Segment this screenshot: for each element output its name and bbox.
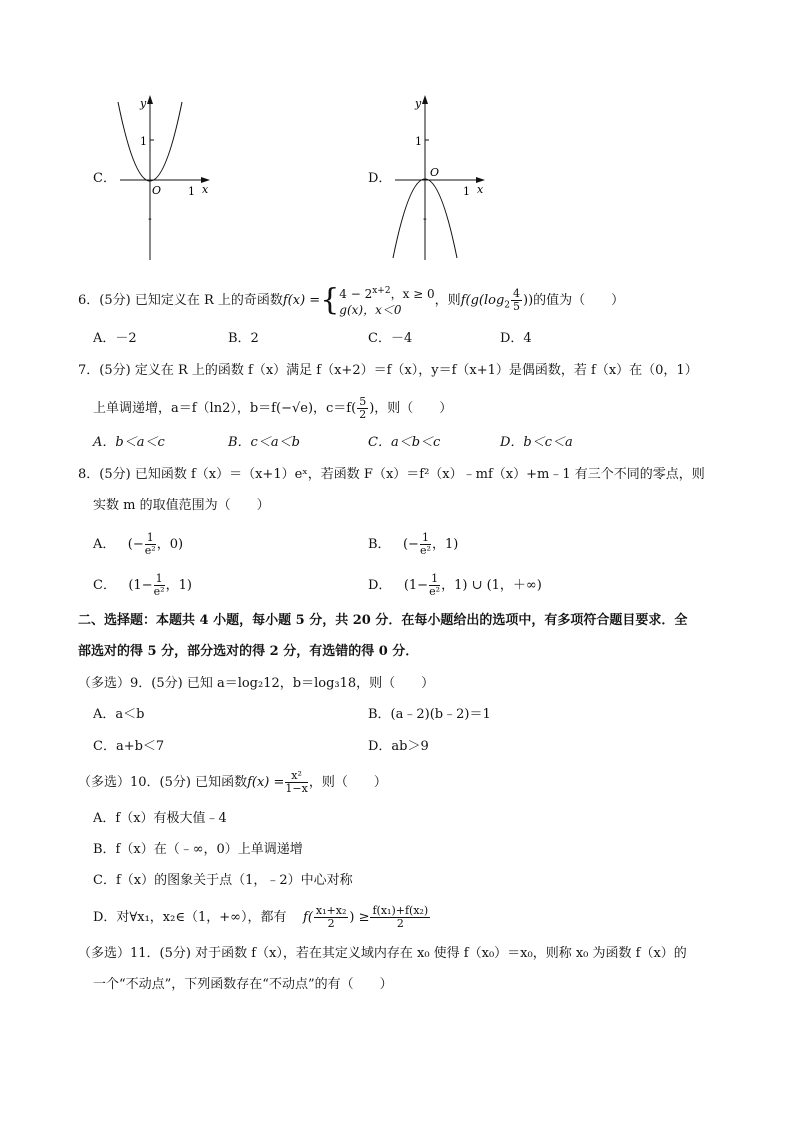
q6-case2: g(x)，x＜0 (339, 303, 402, 317)
q8-line2: 实数 m 的取值范围为（ ） (93, 498, 270, 513)
q9-option-a: A．a＜b (93, 707, 145, 722)
q7-option-c: C．a＜b＜c (368, 435, 441, 450)
c-x-label: x (202, 183, 209, 196)
q6-fx: f(x) = (282, 293, 321, 308)
section2-line2: 部选对的得 5 分，部分选对的得 2 分，有选错的得 0 分． (78, 644, 419, 659)
q6-expr-a: f(g(log (460, 293, 505, 308)
q6-stem (78, 283, 624, 318)
q6-option-b: B．2 (228, 331, 259, 346)
q6-cases (339, 283, 434, 318)
c-y-arrow (147, 95, 153, 104)
q6-expr-sub: 2 (504, 300, 511, 311)
q7-frac: $\frac{5}{2}$ (359, 395, 367, 421)
q7-line1: 7．(5分) 定义在 R 上的函数 f（x）满足 f（x+2）＝f（x），y＝f（x+1）是偶函数，若 f（x）在（0，1） (78, 363, 698, 378)
q10-option-b: B．f（x）在（﹣∞，0）上单调递增 (93, 842, 303, 857)
c-one-x: 1 (188, 185, 195, 198)
figure-c-label: C． (93, 171, 116, 186)
q6-stem-a: 6．(5分) 已知定义在 R 上的奇函数 (78, 293, 283, 308)
q10-option-d: D．对∀x₁，x₂∈（1，+∞），都有 f( $\frac{\text{x₁+x₂}}{2}$ ) ≥ $\frac{\text{f(x₁)+f(x₂)}}{2}$ (93, 904, 429, 930)
q9-option-b: B．(a﹣2)(b﹣2)＝1 (368, 707, 491, 722)
figure-c-graph (100, 90, 230, 265)
q9-option-d: D．ab＞9 (368, 739, 429, 754)
q6-brace: { (320, 282, 340, 318)
q6-expr-b: ))的值为（ ） (523, 293, 625, 308)
q7-option-a: A．b＜a＜c (93, 435, 165, 450)
d-y-arrow (422, 95, 428, 104)
d-y-label: y (415, 97, 422, 110)
q7-option-b: B．c＜a＜b (228, 435, 300, 450)
d-x-label: x (477, 183, 484, 196)
c-origin: O (152, 184, 162, 197)
q6-case1: $4 - 2^{x+2}$，x ≥ 0 (339, 286, 435, 301)
section2-line1: 二、选择题：本题共 4 小题，每小题 5 分，共 20 分．在每小题给出的选项中，有多项符合题目要求．全 (78, 613, 688, 628)
d-one-y: 1 (415, 135, 422, 148)
figure-d-graph (375, 90, 505, 265)
q10-stem: （多选）10．(5分) 已知函数f(x) = $\frac{\text{x²}}{1-x}$ ，则（ ） (78, 769, 387, 795)
q10-option-c: C．f（x）的图象关于点（1，﹣2）中心对称 (93, 873, 353, 888)
q7-line2 (93, 396, 452, 421)
c-minus: - (148, 212, 152, 225)
q11-line1: （多选）11．(5分) 对于函数 f（x），若在其定义域内存在 x₀ 使得 f（x₀）＝x₀，则称 x₀ 为函数 f（x）的 (78, 946, 687, 961)
q10-option-a: A．f（x）有极大值﹣4 (93, 811, 227, 826)
q6-option-d: D．4 (500, 331, 532, 346)
q6-option-c: C．－4 (368, 331, 413, 346)
q7-option-d: D．b＜c＜a (500, 435, 573, 450)
c-y-label: y (140, 97, 147, 110)
q8-option-d: D． (1− $\frac{1}{\text{e²}}$ ，1) ∪ (1，＋∞) (368, 572, 542, 598)
d-origin: O (430, 166, 440, 179)
q9-option-c: C．a+b＜7 (93, 739, 165, 754)
d-minus: - (423, 212, 427, 225)
q6-frac: $\frac{4}{5}$ (513, 287, 521, 313)
q8-line1: 8．(5分) 已知函数 f（x）＝（x+1）eˣ，若函数 F（x）＝f²（x）﹣mf（x）+m﹣1 有三个不同的零点，则 (78, 467, 705, 482)
q6-stem-b: ，则 (434, 293, 461, 308)
q7-line2-b: )，则（ ） (369, 401, 453, 416)
q8-option-c: C． (1− $\frac{1}{\text{e²}}$ ，1) (93, 572, 192, 598)
d-one-x: 1 (463, 185, 470, 198)
q7-line2-a: 上单调递增，a＝f（ln2），b＝f(−√e)，c＝f( (93, 401, 357, 416)
q6-option-a: A．－2 (93, 331, 137, 346)
q9-stem: （多选）9．(5分) 已知 a＝log₂12，b＝log₃18，则（ ） (78, 676, 435, 691)
q8-option-a: A． (− $\frac{1}{\text{e²}}$ ，0) (93, 531, 184, 557)
figure-d-label: D． (368, 171, 392, 186)
c-one-y: 1 (140, 135, 147, 148)
q8-option-b: B． (− $\frac{1}{\text{e²}}$ ，1) (368, 531, 459, 557)
q11-line2: 一个“不动点”，下列函数存在“不动点”的有（ ） (93, 977, 393, 992)
